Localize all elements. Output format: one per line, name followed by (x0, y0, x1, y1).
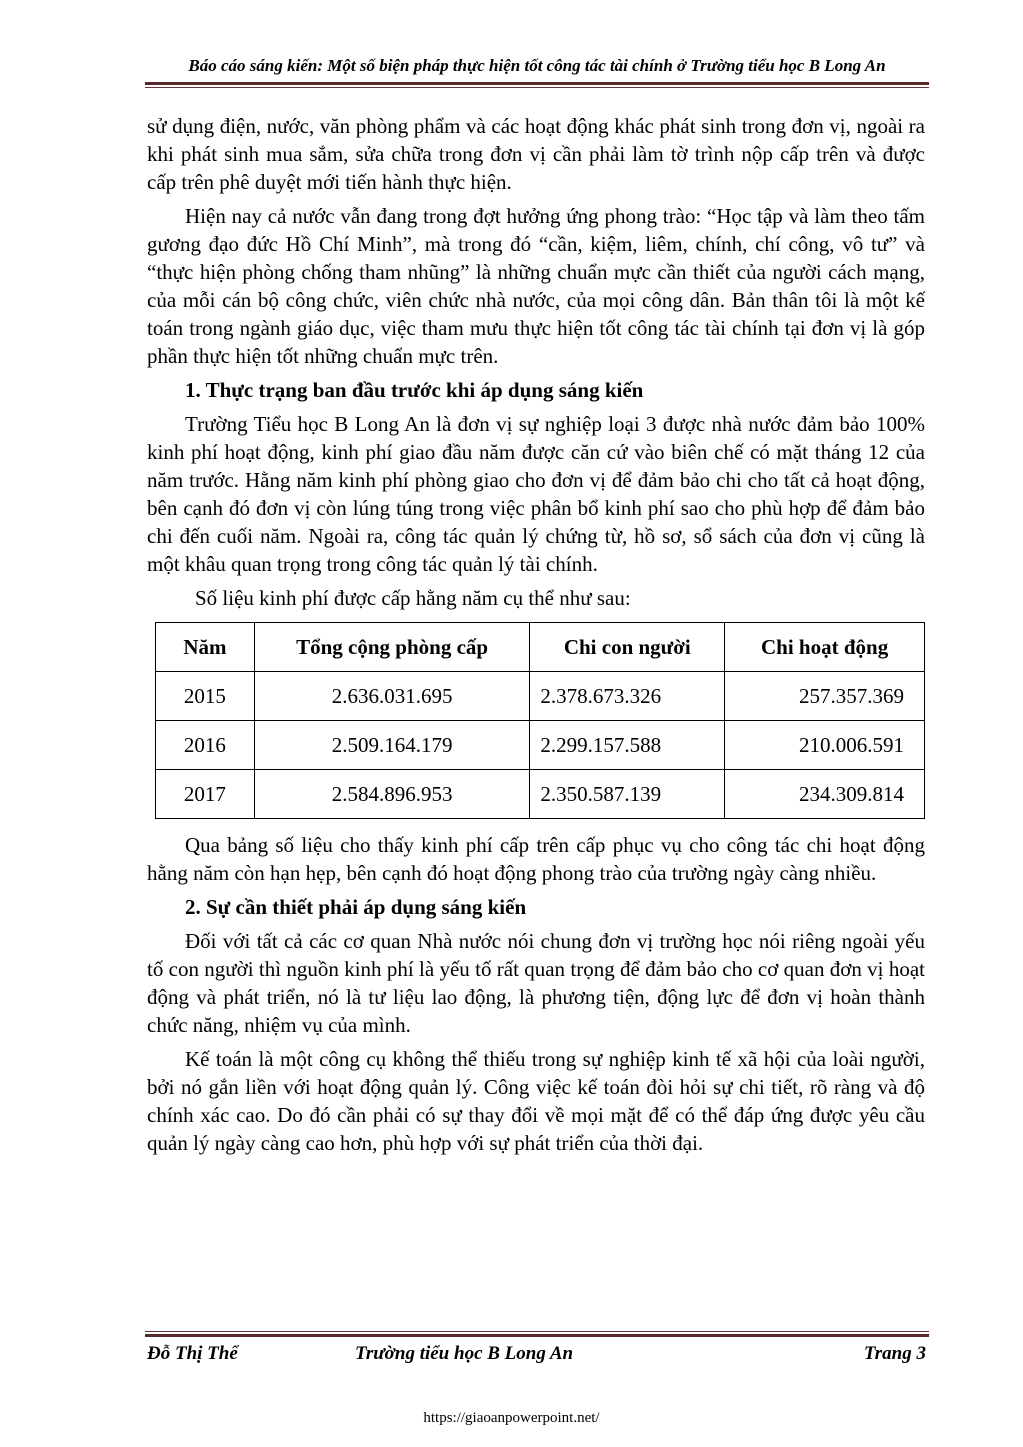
col-header-total: Tổng cộng phòng cấp (254, 623, 530, 672)
col-header-personnel: Chi con người (530, 623, 725, 672)
table-header-row (156, 623, 925, 672)
header-divider-thin (145, 87, 929, 88)
paragraph-4: Qua bảng số liệu cho thấy kinh phí cấp trên cấp phục vụ cho công tác chi hoạt động hằng năm còn hạn hẹp, bên cạnh đó hoạt động phong trào của trường ngày càng nhiều. (147, 833, 925, 885)
paragraph-3: Trường Tiểu học B Long An là đơn vị sự nghiệp loại 3 được nhà nước đảm bảo 100% kinh phí hoạt động, kinh phí giao đầu năm được căn cứ vào biên chế có mặt tháng 12 của năm trước. Hằng năm kinh phí phòng giao cho đơn vị để đảm bảo chi cho tất cả hoạt động, bên cạnh đó đơn vị còn lúng túng trong việc phân bổ kinh phí sao cho phù hợp để đảm bảo chi đến cuối năm. Ngoài ra, công tác quản lý chứng từ, hồ sơ, sổ sách của đơn vị cũng là một khâu quan trọng trong công tác quản lý tài chính. (147, 412, 925, 576)
col-header-operations: Chi hoạt động (725, 623, 925, 672)
footer-divider-thin (145, 1331, 929, 1332)
paragraph-1: sử dụng điện, nước, văn phòng phẩm và các hoạt động khác phát sinh trong đơn vị, ngoài ra khi phát sinh mua sắm, sửa chữa trong đơn vị cần phải làm tờ trình nộp cấp trên và được cấp trên phê duyệt mới tiến hành thực hiện. (147, 114, 925, 194)
footer-page-number: Trang 3 (863, 1343, 926, 1364)
cell-operations: 257.357.369 (725, 672, 925, 721)
header-divider (145, 82, 929, 85)
page-header-title: Báo cáo sáng kiến: Một số biện pháp thực hiện tốt công tác tài chính ở Trường tiểu học B Long An (188, 56, 886, 75)
cell-operations: 210.006.591 (725, 721, 925, 770)
section-heading-1: 1. Thực trạng ban đầu trước khi áp dụng sáng kiến (185, 378, 644, 402)
table-intro: Số liệu kinh phí được cấp hằng năm cụ thể như sau: (195, 586, 631, 610)
cell-year: 2015 (156, 672, 255, 721)
cell-total: 2.584.896.953 (254, 770, 530, 819)
cell-year: 2016 (156, 721, 255, 770)
cell-personnel: 2.299.157.588 (530, 721, 725, 770)
table-row (156, 721, 925, 770)
paragraph-6: Kế toán là một công cụ không thể thiếu trong sự nghiệp kinh tế xã hội của loài người, bởi nó gắn liền với hoạt động quản lý. Công việc kế toán đòi hỏi sự chi tiết, rõ ràng và độ chính xác cao. Do đó cần phải có sự thay đổi về mọi mặt để có thể đáp ứng được yêu cầu quản lý ngày càng cao hơn, phù hợp với sự phát triển của thời đại. (147, 1047, 925, 1155)
section-heading-2: 2. Sự cần thiết phải áp dụng sáng kiến (185, 895, 527, 919)
cell-operations: 234.309.814 (725, 770, 925, 819)
document-body (147, 112, 925, 1163)
paragraph-2: Hiện nay cả nước vẫn đang trong đợt hưởng ứng phong trào: “Học tập và làm theo tấm gương đạo đức Hồ Chí Minh”, mà trong đó “cần, kiệm, liêm, chính, chí công, vô tư” và “thực hiện phòng chống tham nhũng” là những chuẩn mực cần thiết của người cách mạng, của mỗi cán bộ công chức, viên chức nhà nước, của mọi công dân. Bản thân tôi là một kế toán trong ngành giáo dục, việc tham mưu thực hiện tốt công tác tài chính tại đơn vị là góp phần thực hiện tốt những chuẩn mực trên. (147, 204, 925, 368)
funding-table (155, 622, 925, 819)
cell-total: 2.636.031.695 (254, 672, 530, 721)
footer-divider (145, 1334, 929, 1337)
paragraph-5: Đối với tất cả các cơ quan Nhà nước nói chung đơn vị trường học nói riêng ngoài yếu tố con người thì nguồn kinh phí là yếu tố rất quan trọng để đảm bảo cho cơ quan đơn vị hoạt động và phát triển, nó là tư liệu lao động, là phương tiện, động lực để đơn vị hoàn thành chức năng, nhiệm vụ của mình. (147, 929, 925, 1037)
cell-total: 2.509.164.179 (254, 721, 530, 770)
col-header-year: Năm (156, 623, 255, 672)
footer-school: Trường tiểu học B Long An (355, 1343, 574, 1364)
table-row (156, 770, 925, 819)
footer-author: Đỗ Thị Thể (147, 1343, 238, 1364)
source-url: https://giaoanpowerpoint.net/ (423, 1410, 600, 1426)
table-row (156, 672, 925, 721)
cell-personnel: 2.350.587.139 (530, 770, 725, 819)
cell-year: 2017 (156, 770, 255, 819)
cell-personnel: 2.378.673.326 (530, 672, 725, 721)
